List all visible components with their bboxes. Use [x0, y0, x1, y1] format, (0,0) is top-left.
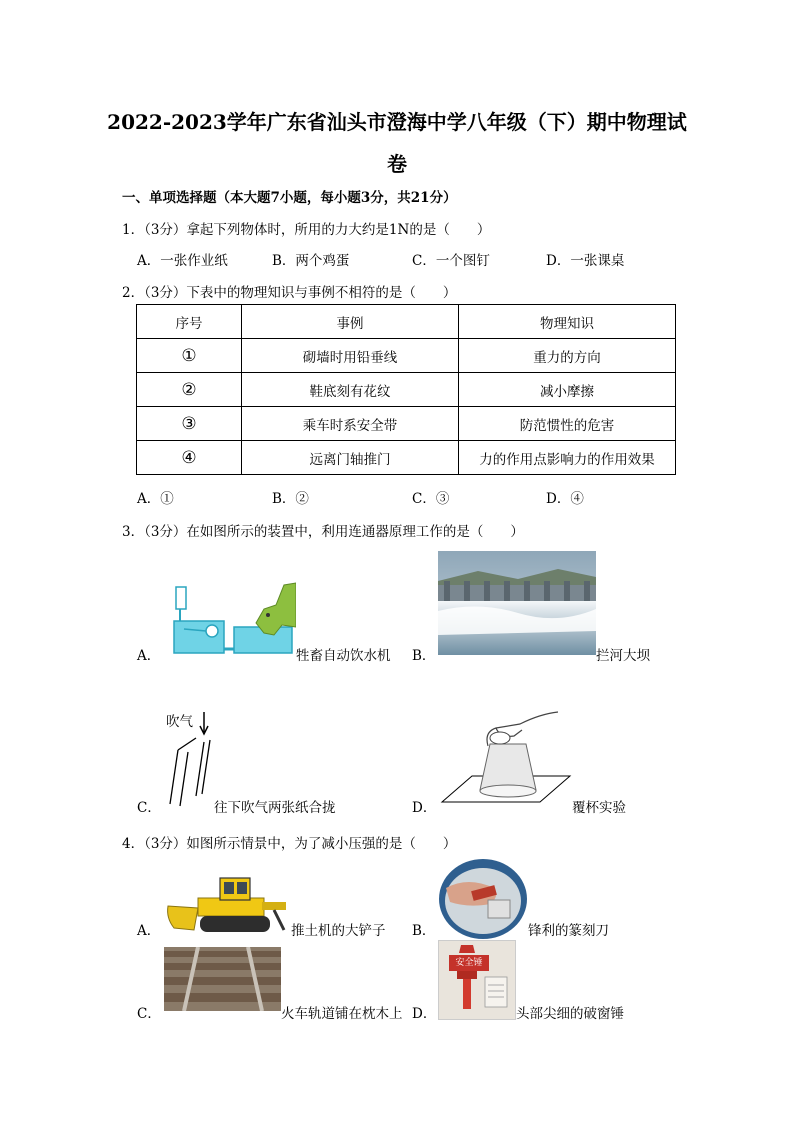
table-cell: ① [137, 339, 242, 373]
q2-option-c: C．③ [412, 491, 450, 507]
inverted-cup-figure [440, 710, 572, 808]
railway-track-photo [164, 947, 281, 1011]
table-cell: 重力的方向 [459, 339, 676, 373]
q1-option-a: A．一张作业纸 [137, 253, 228, 269]
table-row [137, 373, 676, 407]
q3-option-c-letter: C． [137, 800, 161, 816]
dam-photo [438, 551, 596, 655]
q3-option-d-letter: D． [412, 800, 437, 816]
q3-option-a-caption: 牲畜自动饮水机 [296, 648, 391, 664]
section-heading: 一、单项选择题（本大题7小题，每小题3分，共21分） [122, 190, 457, 206]
carving-knife-photo [438, 858, 528, 940]
q1-option-c: C．一个图钉 [412, 253, 490, 269]
page-title: 2022-2023学年广东省汕头市澄海中学八年级（下）期中物理试 [107, 110, 687, 134]
table-row [137, 441, 676, 475]
q3-option-d-caption: 覆杯实验 [572, 800, 626, 816]
q4-option-c-caption: 火车轨道铺在枕木上 [281, 1006, 403, 1022]
table-row [137, 339, 676, 373]
q4-option-d-caption: 头部尖细的破窗锤 [516, 1006, 624, 1022]
paper-sheets-figure [164, 710, 220, 810]
q4-option-b-letter: B． [412, 923, 436, 939]
q2-table [136, 304, 676, 475]
table-cell: 防范惯性的危害 [459, 407, 676, 441]
table-cell: 力的作用点影响力的作用效果 [459, 441, 676, 475]
safety-hammer-photo [438, 940, 516, 1020]
table-header: 事例 [242, 305, 459, 339]
q4-option-a-caption: 推土机的大铲子 [291, 923, 386, 939]
blow-label: 吹气 [166, 714, 193, 730]
q2-option-d: D．④ [546, 491, 584, 507]
q2-stem: 2．（3分）下表中的物理知识与事例不相符的是（ ） [122, 285, 457, 301]
q3-option-b-letter: B． [412, 648, 436, 664]
q4-option-d-letter: D． [412, 1006, 437, 1022]
q2-option-b: B．② [272, 491, 309, 507]
q4-option-c-letter: C． [137, 1006, 161, 1022]
table-cell: 砌墙时用铅垂线 [242, 339, 459, 373]
table-cell: 鞋底刻有花纹 [242, 373, 459, 407]
q1-option-d: D．一张课桌 [546, 253, 625, 269]
table-cell: ② [137, 373, 242, 407]
table-row [137, 407, 676, 441]
table-cell: ③ [137, 407, 242, 441]
q1-option-b: B．两个鸡蛋 [272, 253, 350, 269]
hammer-sign: 安全锤 [449, 955, 489, 971]
q2-option-a: A．① [137, 491, 174, 507]
q3-option-b-caption: 拦河大坝 [596, 648, 650, 664]
q1-stem: 1．（3分）拿起下列物体时，所用的力大约是1N的是（ ） [122, 222, 491, 238]
table-header: 序号 [137, 305, 242, 339]
q4-option-a-letter: A． [137, 923, 161, 939]
table-header-row [137, 305, 676, 339]
livestock-waterer-figure [164, 577, 296, 657]
q3-option-a-letter: A． [137, 648, 161, 664]
bulldozer-photo [164, 872, 292, 936]
table-cell: 远离门轴推门 [242, 441, 459, 475]
table-cell: ④ [137, 441, 242, 475]
q3-stem: 3．（3分）在如图所示的装置中，利用连通器原理工作的是（ ） [122, 524, 524, 540]
table-cell: 减小摩擦 [459, 373, 676, 407]
page-title-line2: 卷 [387, 152, 407, 176]
q4-option-b-caption: 锋利的篆刻刀 [528, 923, 609, 939]
table-header: 物理知识 [459, 305, 676, 339]
table-cell: 乘车时系安全带 [242, 407, 459, 441]
q3-option-c-caption: 往下吹气两张纸合拢 [214, 800, 336, 816]
q4-stem: 4．（3分）如图所示情景中，为了减小压强的是（ ） [122, 836, 457, 852]
